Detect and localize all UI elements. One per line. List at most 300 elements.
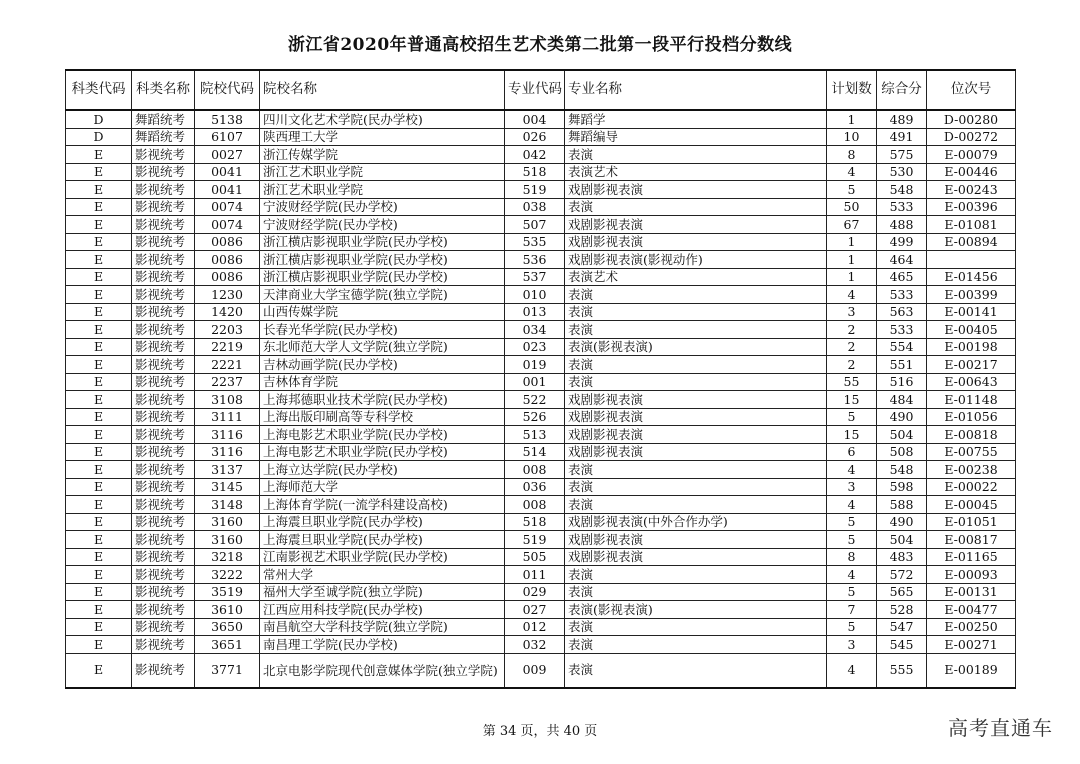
cell-major-name: 戏剧影视表演(影视动作): [565, 251, 827, 269]
table-row: [66, 426, 1016, 444]
cell-score: 575: [877, 146, 927, 164]
cell-subject-name: 影视统考: [132, 391, 195, 409]
cell-score: 554: [877, 338, 927, 356]
table-row: [66, 286, 1016, 304]
cell-plan-count: 7: [827, 601, 877, 619]
cell-score: 528: [877, 601, 927, 619]
cell-plan-count: 4: [827, 461, 877, 479]
cell-major-code: 032: [505, 636, 565, 654]
cell-school-code: 3160: [195, 513, 260, 531]
cell-plan-count: 10: [827, 128, 877, 146]
cell-school-code: 3771: [195, 653, 260, 688]
cell-rank: E-00446: [927, 163, 1016, 181]
cell-subject-code: E: [66, 443, 132, 461]
cell-major-name: 戏剧影视表演: [565, 233, 827, 251]
cell-major-code: 010: [505, 286, 565, 304]
cell-score: 555: [877, 653, 927, 688]
cell-subject-name: 影视统考: [132, 373, 195, 391]
cell-school-name: 南昌理工学院(民办学校): [260, 636, 505, 654]
cell-score: 490: [877, 408, 927, 426]
cell-subject-name: 影视统考: [132, 251, 195, 269]
cell-subject-name: 影视统考: [132, 356, 195, 374]
cell-subject-name: 影视统考: [132, 268, 195, 286]
cell-score: 483: [877, 548, 927, 566]
table-row: [66, 146, 1016, 164]
table-row: [66, 618, 1016, 636]
cell-plan-count: 3: [827, 303, 877, 321]
cell-subject-name: 影视统考: [132, 426, 195, 444]
cell-major-name: 表演: [565, 303, 827, 321]
cell-school-name: 宁波财经学院(民办学校): [260, 198, 505, 216]
cell-major-code: 034: [505, 321, 565, 339]
table-row: [66, 496, 1016, 514]
cell-subject-code: E: [66, 531, 132, 549]
cell-subject-name: 影视统考: [132, 181, 195, 199]
cell-plan-count: 1: [827, 268, 877, 286]
table-row: [66, 391, 1016, 409]
cell-subject-name: 舞蹈统考: [132, 128, 195, 146]
cell-plan-count: 1: [827, 110, 877, 128]
cell-school-name: 山西传媒学院: [260, 303, 505, 321]
cell-plan-count: 15: [827, 391, 877, 409]
cell-major-name: 表演(影视表演): [565, 338, 827, 356]
cell-score: 598: [877, 478, 927, 496]
cell-plan-count: 15: [827, 426, 877, 444]
cell-major-code: 004: [505, 110, 565, 128]
cell-subject-code: E: [66, 146, 132, 164]
cell-plan-count: 5: [827, 583, 877, 601]
cell-plan-count: 8: [827, 146, 877, 164]
cell-major-name: 表演: [565, 198, 827, 216]
table-row: [66, 373, 1016, 391]
cell-subject-code: E: [66, 373, 132, 391]
header-plan-count: 计划数: [827, 70, 877, 110]
cell-major-code: 519: [505, 531, 565, 549]
cell-subject-code: E: [66, 356, 132, 374]
cell-score: 504: [877, 531, 927, 549]
cell-score: 508: [877, 443, 927, 461]
table-row: [66, 636, 1016, 654]
table-row: [66, 233, 1016, 251]
cell-score: 489: [877, 110, 927, 128]
cell-major-code: 507: [505, 216, 565, 234]
cell-school-name: 江西应用科技学院(民办学校): [260, 601, 505, 619]
cell-score: 563: [877, 303, 927, 321]
header-subject-code: 科类代码: [66, 70, 132, 110]
cell-school-code: 2237: [195, 373, 260, 391]
cell-rank: E-00755: [927, 443, 1016, 461]
cell-subject-name: 影视统考: [132, 163, 195, 181]
cell-score: 484: [877, 391, 927, 409]
cell-major-code: 038: [505, 198, 565, 216]
cell-major-code: 513: [505, 426, 565, 444]
cell-rank: E-00217: [927, 356, 1016, 374]
cell-major-name: 表演: [565, 478, 827, 496]
cell-rank: E-00079: [927, 146, 1016, 164]
cell-school-code: 3145: [195, 478, 260, 496]
cell-school-name: 浙江传媒学院: [260, 146, 505, 164]
cell-subject-name: 影视统考: [132, 548, 195, 566]
cell-plan-count: 8: [827, 548, 877, 566]
cell-subject-name: 影视统考: [132, 443, 195, 461]
header-subject-name: 科类名称: [132, 70, 195, 110]
cell-plan-count: 4: [827, 163, 877, 181]
table-row: [66, 548, 1016, 566]
cell-subject-code: E: [66, 286, 132, 304]
cell-major-name: 戏剧影视表演: [565, 408, 827, 426]
cell-major-code: 023: [505, 338, 565, 356]
cell-plan-count: 2: [827, 321, 877, 339]
cell-school-name: 上海震旦职业学院(民办学校): [260, 513, 505, 531]
cell-score: 588: [877, 496, 927, 514]
cell-subject-code: E: [66, 198, 132, 216]
table-row: [66, 338, 1016, 356]
cell-subject-name: 影视统考: [132, 531, 195, 549]
cell-rank: E-00045: [927, 496, 1016, 514]
cell-rank: D-00280: [927, 110, 1016, 128]
cell-major-name: 舞蹈编导: [565, 128, 827, 146]
cell-score: 548: [877, 181, 927, 199]
cell-school-name: 福州大学至诚学院(独立学院): [260, 583, 505, 601]
cell-school-name: 吉林动画学院(民办学校): [260, 356, 505, 374]
cell-major-code: 505: [505, 548, 565, 566]
cell-subject-name: 影视统考: [132, 601, 195, 619]
cell-rank: E-00399: [927, 286, 1016, 304]
cell-score: 551: [877, 356, 927, 374]
cell-major-name: 表演: [565, 636, 827, 654]
cell-school-code: 3160: [195, 531, 260, 549]
cell-school-name: 常州大学: [260, 566, 505, 584]
cell-school-name: 浙江艺术职业学院: [260, 163, 505, 181]
cell-major-name: 表演艺术: [565, 268, 827, 286]
cell-major-code: 011: [505, 566, 565, 584]
cell-school-name: 吉林体育学院: [260, 373, 505, 391]
table-row: [66, 653, 1016, 688]
cell-major-code: 029: [505, 583, 565, 601]
cell-subject-code: E: [66, 601, 132, 619]
header-rank: 位次号: [927, 70, 1016, 110]
cell-rank: E-00243: [927, 181, 1016, 199]
cell-plan-count: 4: [827, 653, 877, 688]
cell-major-code: 518: [505, 163, 565, 181]
cell-subject-name: 影视统考: [132, 461, 195, 479]
cell-plan-count: 3: [827, 478, 877, 496]
header-school-code: 院校代码: [195, 70, 260, 110]
cell-school-code: 3116: [195, 426, 260, 444]
cell-school-name: 江南影视艺术职业学院(民办学校): [260, 548, 505, 566]
cell-subject-name: 影视统考: [132, 618, 195, 636]
cell-major-code: 009: [505, 653, 565, 688]
cell-major-name: 表演: [565, 373, 827, 391]
cell-subject-code: E: [66, 408, 132, 426]
cell-major-code: 526: [505, 408, 565, 426]
cell-school-name: 上海电影艺术职业学院(民办学校): [260, 426, 505, 444]
cell-major-code: 036: [505, 478, 565, 496]
table-row: [66, 110, 1016, 128]
cell-subject-name: 影视统考: [132, 408, 195, 426]
cell-school-name: 浙江横店影视职业学院(民办学校): [260, 233, 505, 251]
cell-score: 465: [877, 268, 927, 286]
cell-score: 565: [877, 583, 927, 601]
cell-school-code: 1230: [195, 286, 260, 304]
cell-subject-code: E: [66, 426, 132, 444]
document-title: 浙江省2020年普通高校招生艺术类第二批第一段平行投档分数线: [287, 35, 793, 55]
cell-subject-code: E: [66, 321, 132, 339]
header-major-name: 专业名称: [565, 70, 827, 110]
cell-score: 504: [877, 426, 927, 444]
cell-major-name: 表演: [565, 583, 827, 601]
cell-school-name: 东北师范大学人文学院(独立学院): [260, 338, 505, 356]
cell-school-name: 上海出版印刷高等专科学校: [260, 408, 505, 426]
page-footer: 第 34 页，共 40 页: [482, 724, 598, 739]
cell-school-name: 浙江横店影视职业学院(民办学校): [260, 251, 505, 269]
cell-plan-count: 6: [827, 443, 877, 461]
cell-subject-code: E: [66, 216, 132, 234]
cell-major-name: 戏剧影视表演: [565, 443, 827, 461]
cell-subject-name: 影视统考: [132, 321, 195, 339]
cell-subject-code: E: [66, 338, 132, 356]
cell-score: 499: [877, 233, 927, 251]
cell-rank: E-01051: [927, 513, 1016, 531]
cell-rank: E-00477: [927, 601, 1016, 619]
table-row: [66, 356, 1016, 374]
cell-school-name: 长春光华学院(民办学校): [260, 321, 505, 339]
cell-major-name: 表演: [565, 146, 827, 164]
cell-subject-name: 影视统考: [132, 303, 195, 321]
cell-subject-code: E: [66, 548, 132, 566]
cell-score: 490: [877, 513, 927, 531]
cell-plan-count: 4: [827, 566, 877, 584]
cell-school-code: 3651: [195, 636, 260, 654]
cell-rank: E-00131: [927, 583, 1016, 601]
cell-score: 572: [877, 566, 927, 584]
cell-rank: E-00238: [927, 461, 1016, 479]
cell-major-code: 026: [505, 128, 565, 146]
cell-major-name: 表演: [565, 566, 827, 584]
cell-major-code: 008: [505, 496, 565, 514]
cell-rank: E-01456: [927, 268, 1016, 286]
cell-subject-code: E: [66, 233, 132, 251]
cell-subject-code: E: [66, 566, 132, 584]
cell-subject-code: D: [66, 128, 132, 146]
cell-score: 533: [877, 321, 927, 339]
score-table: [65, 69, 1016, 689]
cell-major-code: 027: [505, 601, 565, 619]
cell-subject-name: 影视统考: [132, 496, 195, 514]
cell-rank: [927, 251, 1016, 269]
cell-subject-name: 影视统考: [132, 198, 195, 216]
cell-major-name: 表演: [565, 496, 827, 514]
cell-school-name: 上海邦德职业技术学院(民办学校): [260, 391, 505, 409]
cell-school-code: 0074: [195, 198, 260, 216]
cell-school-code: 1420: [195, 303, 260, 321]
cell-school-code: 0086: [195, 251, 260, 269]
cell-school-code: 3519: [195, 583, 260, 601]
cell-school-code: 6107: [195, 128, 260, 146]
cell-major-code: 535: [505, 233, 565, 251]
cell-subject-code: E: [66, 181, 132, 199]
cell-major-code: 042: [505, 146, 565, 164]
cell-subject-code: E: [66, 163, 132, 181]
table-body: [66, 110, 1016, 688]
cell-school-code: 5138: [195, 110, 260, 128]
cell-subject-code: E: [66, 583, 132, 601]
cell-major-code: 537: [505, 268, 565, 286]
table-row: [66, 321, 1016, 339]
cell-plan-count: 50: [827, 198, 877, 216]
cell-subject-code: E: [66, 391, 132, 409]
table-row: [66, 251, 1016, 269]
cell-rank: E-00189: [927, 653, 1016, 688]
cell-major-name: 表演: [565, 356, 827, 374]
cell-subject-name: 影视统考: [132, 478, 195, 496]
table-row: [66, 531, 1016, 549]
cell-school-code: 3610: [195, 601, 260, 619]
cell-subject-code: E: [66, 496, 132, 514]
cell-rank: E-00250: [927, 618, 1016, 636]
cell-plan-count: 5: [827, 618, 877, 636]
cell-school-code: 2221: [195, 356, 260, 374]
cell-plan-count: 2: [827, 338, 877, 356]
cell-school-code: 0086: [195, 268, 260, 286]
cell-major-name: 表演: [565, 321, 827, 339]
cell-school-name: 南昌航空大学科技学院(独立学院): [260, 618, 505, 636]
cell-school-name: 上海体育学院(一流学科建设高校): [260, 496, 505, 514]
cell-subject-code: E: [66, 513, 132, 531]
header-major-code: 专业代码: [505, 70, 565, 110]
cell-school-code: 2219: [195, 338, 260, 356]
cell-major-name: 戏剧影视表演(中外合作办学): [565, 513, 827, 531]
cell-school-name: 陕西理工大学: [260, 128, 505, 146]
cell-score: 547: [877, 618, 927, 636]
watermark-text: 高考直通车: [948, 716, 1053, 740]
cell-school-code: 3108: [195, 391, 260, 409]
cell-school-name: 上海电影艺术职业学院(民办学校): [260, 443, 505, 461]
cell-major-name: 戏剧影视表演: [565, 426, 827, 444]
table-header-row: [66, 70, 1016, 110]
cell-score: 488: [877, 216, 927, 234]
cell-major-code: 519: [505, 181, 565, 199]
cell-subject-name: 影视统考: [132, 216, 195, 234]
cell-subject-name: 舞蹈统考: [132, 110, 195, 128]
cell-plan-count: 4: [827, 286, 877, 304]
cell-school-name: 上海立达学院(民办学校): [260, 461, 505, 479]
cell-major-name: 表演: [565, 461, 827, 479]
cell-major-name: 表演: [565, 618, 827, 636]
cell-plan-count: 5: [827, 181, 877, 199]
cell-subject-code: E: [66, 478, 132, 496]
cell-major-code: 013: [505, 303, 565, 321]
cell-subject-name: 影视统考: [132, 286, 195, 304]
cell-subject-code: E: [66, 303, 132, 321]
table-row: [66, 128, 1016, 146]
table-row: [66, 583, 1016, 601]
cell-major-name: 表演艺术: [565, 163, 827, 181]
cell-major-code: 019: [505, 356, 565, 374]
table-row: [66, 163, 1016, 181]
cell-school-code: 0086: [195, 233, 260, 251]
cell-major-name: 戏剧影视表演: [565, 181, 827, 199]
cell-major-code: 008: [505, 461, 565, 479]
cell-score: 530: [877, 163, 927, 181]
cell-school-code: 0041: [195, 181, 260, 199]
cell-rank: E-00022: [927, 478, 1016, 496]
cell-school-name: 天津商业大学宝德学院(独立学院): [260, 286, 505, 304]
cell-major-name: 表演(影视表演): [565, 601, 827, 619]
cell-subject-code: D: [66, 110, 132, 128]
table-row: [66, 198, 1016, 216]
cell-rank: E-00643: [927, 373, 1016, 391]
cell-school-name: 浙江横店影视职业学院(民办学校): [260, 268, 505, 286]
cell-subject-code: E: [66, 653, 132, 688]
cell-school-code: 3116: [195, 443, 260, 461]
cell-score: 491: [877, 128, 927, 146]
header-score: 综合分: [877, 70, 927, 110]
cell-school-code: 3218: [195, 548, 260, 566]
cell-rank: E-00141: [927, 303, 1016, 321]
cell-subject-name: 影视统考: [132, 653, 195, 688]
cell-plan-count: 5: [827, 408, 877, 426]
cell-subject-name: 影视统考: [132, 513, 195, 531]
cell-score: 533: [877, 198, 927, 216]
cell-score: 533: [877, 286, 927, 304]
cell-subject-name: 影视统考: [132, 566, 195, 584]
cell-subject-name: 影视统考: [132, 338, 195, 356]
cell-subject-code: E: [66, 461, 132, 479]
cell-subject-name: 影视统考: [132, 583, 195, 601]
cell-school-name: 上海震旦职业学院(民办学校): [260, 531, 505, 549]
cell-major-code: 012: [505, 618, 565, 636]
cell-major-code: 514: [505, 443, 565, 461]
cell-rank: E-01165: [927, 548, 1016, 566]
cell-plan-count: 5: [827, 531, 877, 549]
header-school-name: 院校名称: [260, 70, 505, 110]
cell-rank: E-00271: [927, 636, 1016, 654]
cell-subject-name: 影视统考: [132, 233, 195, 251]
cell-score: 464: [877, 251, 927, 269]
cell-school-name: 北京电影学院现代创意媒体学院(独立学院): [260, 653, 505, 688]
cell-rank: E-00405: [927, 321, 1016, 339]
cell-school-code: 0041: [195, 163, 260, 181]
cell-major-name: 戏剧影视表演: [565, 548, 827, 566]
cell-plan-count: 67: [827, 216, 877, 234]
table-row: [66, 216, 1016, 234]
cell-rank: E-01081: [927, 216, 1016, 234]
cell-school-code: 3650: [195, 618, 260, 636]
table-row: [66, 461, 1016, 479]
table-row: [66, 408, 1016, 426]
cell-rank: E-00818: [927, 426, 1016, 444]
cell-school-code: 3148: [195, 496, 260, 514]
cell-rank: E-01148: [927, 391, 1016, 409]
cell-major-code: 522: [505, 391, 565, 409]
table-row: [66, 601, 1016, 619]
cell-subject-code: E: [66, 251, 132, 269]
cell-school-code: 3222: [195, 566, 260, 584]
cell-plan-count: 1: [827, 233, 877, 251]
cell-subject-code: E: [66, 268, 132, 286]
cell-major-name: 表演: [565, 286, 827, 304]
table-row: [66, 303, 1016, 321]
cell-plan-count: 55: [827, 373, 877, 391]
cell-rank: E-00093: [927, 566, 1016, 584]
cell-school-code: 2203: [195, 321, 260, 339]
cell-major-code: 518: [505, 513, 565, 531]
cell-school-code: 3111: [195, 408, 260, 426]
cell-rank: E-00198: [927, 338, 1016, 356]
cell-rank: E-00817: [927, 531, 1016, 549]
cell-school-name: 四川文化艺术学院(民办学校): [260, 110, 505, 128]
